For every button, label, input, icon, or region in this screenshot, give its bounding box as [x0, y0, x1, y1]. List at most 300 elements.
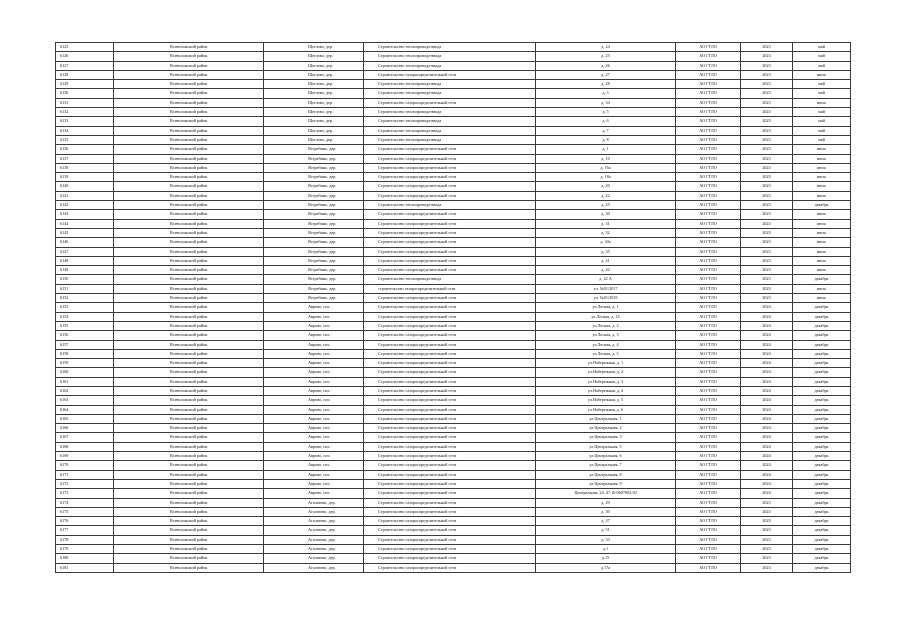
work-type-cell: Строительство теплопровода-ввода [364, 117, 536, 126]
table-body [56, 43, 851, 573]
row-number-cell: 6125 [56, 43, 114, 52]
settlement-cell: Аврово, пос. [264, 405, 364, 414]
month-cell: декабрь [793, 461, 851, 470]
organization-cell: АО ГТЛО [676, 479, 741, 488]
work-type-cell: Строительство газораспределительной сети [364, 191, 536, 200]
month-cell: июль [793, 219, 851, 228]
settlement-cell: Щеглово, дер. [264, 70, 364, 79]
district-cell: Всеволожский район [114, 563, 264, 572]
settlement-cell: Агалатово, дер. [264, 563, 364, 572]
work-type-cell: Строительство газораспределительной сети [364, 433, 536, 442]
row-number-cell: 6178 [56, 535, 114, 544]
month-cell: июль [793, 266, 851, 275]
month-cell: май [793, 61, 851, 70]
organization-cell: АО ГТЛО [676, 154, 741, 163]
work-type-cell: Строительство теплопровода-ввода [364, 52, 536, 61]
year-cell: 2024 [741, 321, 793, 330]
work-type-cell: Строительство теплопровода-ввода [364, 126, 536, 135]
settlement-cell: Аврово, пос. [264, 470, 364, 479]
month-cell: декабрь [793, 526, 851, 535]
organization-cell: АО ГТЛО [676, 554, 741, 563]
year-cell: 2023 [741, 256, 793, 265]
organization-cell: АО ГТЛО [676, 368, 741, 377]
work-type-cell: Строительство газораспределительной сети [364, 238, 536, 247]
table-row [56, 442, 851, 451]
settlement-cell: Агалатово, дер. [264, 526, 364, 535]
work-type-cell: Строительство газораспределительной сети [364, 359, 536, 368]
month-cell: декабрь [793, 201, 851, 210]
year-cell: 2023 [741, 135, 793, 144]
organization-cell: АО ГТЛО [676, 61, 741, 70]
work-type-cell: Строительство газораспределительной сети [364, 517, 536, 526]
district-cell: Всеволожский район [114, 396, 264, 405]
year-cell: 2023 [741, 173, 793, 182]
month-cell: июль [793, 238, 851, 247]
month-cell: декабрь [793, 368, 851, 377]
row-number-cell: 6149 [56, 266, 114, 275]
district-cell: Всеволожский район [114, 331, 264, 340]
settlement-cell: Агалатово, дер. [264, 498, 364, 507]
work-type-cell: Строительство газораспределительной сети [364, 452, 536, 461]
row-number-cell: 6166 [56, 424, 114, 433]
row-number-cell: 6161 [56, 377, 114, 386]
settlement-cell: Ястребино, дер. [264, 247, 364, 256]
month-cell: декабрь [793, 489, 851, 498]
row-number-cell: 6139 [56, 173, 114, 182]
work-type-cell: Строительство теплопровода-ввода [364, 43, 536, 52]
settlement-cell: Щеглово, дер. [264, 98, 364, 107]
work-type-cell: Строительство теплопровода-ввода [364, 135, 536, 144]
year-cell: 2024 [741, 424, 793, 433]
organization-cell: АО ГТЛО [676, 43, 741, 52]
address-cell: д. 29 [536, 498, 676, 507]
year-cell: 2023 [741, 52, 793, 61]
month-cell: декабрь [793, 442, 851, 451]
work-type-cell: Строительство газораспределительной сети [364, 98, 536, 107]
table-row [56, 219, 851, 228]
year-cell: 2024 [741, 433, 793, 442]
year-cell: 2023 [741, 43, 793, 52]
work-type-cell: Строительство газораспределительной сети [364, 312, 536, 321]
month-cell: май [793, 52, 851, 61]
address-cell: ул.Центральная, 1 [536, 414, 676, 423]
district-cell: Всеволожский район [114, 43, 264, 52]
organization-cell: АО ГТЛО [676, 386, 741, 395]
row-number-cell: 6138 [56, 163, 114, 172]
work-type-cell: Строительство газораспределительной сети [364, 526, 536, 535]
row-number-cell: 6135 [56, 135, 114, 144]
row-number-cell: 6147 [56, 247, 114, 256]
table-row [56, 489, 851, 498]
address-cell: ул.Центральная, 8 [536, 470, 676, 479]
address-cell: уч. №01/2019 [536, 294, 676, 303]
row-number-cell: 6134 [56, 126, 114, 135]
settlement-cell: Ястребино, дер. [264, 294, 364, 303]
month-cell: май [793, 117, 851, 126]
table-row [56, 526, 851, 535]
district-cell: Всеволожский район [114, 517, 264, 526]
address-cell: д.15 [536, 554, 676, 563]
table-row [56, 535, 851, 544]
organization-cell: АО ГТЛО [676, 284, 741, 293]
organization-cell: АО ГТЛО [676, 275, 741, 284]
work-type-cell: Строительство газораспределительной сети [364, 554, 536, 563]
row-number-cell: 6145 [56, 228, 114, 237]
district-cell: Всеволожский район [114, 545, 264, 554]
address-cell: ул.Набережная, д. 4 [536, 386, 676, 395]
table-row [56, 554, 851, 563]
address-cell: д. 28 [536, 80, 676, 89]
month-cell: июль [793, 191, 851, 200]
organization-cell: АО ГТЛО [676, 489, 741, 498]
address-cell: д. 7 [536, 126, 676, 135]
table-row [56, 256, 851, 265]
address-cell: д. 6 [536, 117, 676, 126]
address-cell: д. 32 [536, 228, 676, 237]
organization-cell: АО ГТЛО [676, 294, 741, 303]
organization-cell: АО ГТЛО [676, 405, 741, 414]
settlement-cell: Аврово, пос. [264, 461, 364, 470]
table-row [56, 461, 851, 470]
row-number-cell: 6133 [56, 117, 114, 126]
settlement-cell: Ястребино, дер. [264, 191, 364, 200]
organization-cell: АО ГТЛО [676, 377, 741, 386]
district-cell: Всеволожский район [114, 70, 264, 79]
work-type-cell: Строительство газораспределительной сети [364, 535, 536, 544]
district-cell: Всеволожский район [114, 145, 264, 154]
table-row [56, 145, 851, 154]
organization-cell: АО ГТЛО [676, 312, 741, 321]
work-type-cell: Строительство газораспределительной сети [364, 331, 536, 340]
month-cell: декабрь [793, 331, 851, 340]
settlement-cell: Аврово, пос. [264, 489, 364, 498]
table-row [56, 359, 851, 368]
work-type-cell: Строительство газораспределительной сети [364, 498, 536, 507]
row-number-cell: 6173 [56, 489, 114, 498]
settlement-cell: Аврово, пос. [264, 433, 364, 442]
district-cell: Всеволожский район [114, 340, 264, 349]
district-cell: Всеволожский район [114, 247, 264, 256]
settlement-cell: Ястребино, дер. [264, 219, 364, 228]
organization-cell: АО ГТЛО [676, 256, 741, 265]
work-type-cell: Строительство газораспределительной сети [364, 545, 536, 554]
year-cell: 2024 [741, 452, 793, 461]
year-cell: 2024 [741, 461, 793, 470]
address-cell: ул.Набережная, д. 5 [536, 396, 676, 405]
work-type-cell: Строительство газораспределительной сети [364, 228, 536, 237]
year-cell: 2023 [741, 117, 793, 126]
work-type-cell: Строительство газораспределительной сети [364, 414, 536, 423]
month-cell: декабрь [793, 312, 851, 321]
row-number-cell: 6174 [56, 498, 114, 507]
table-row [56, 173, 851, 182]
year-cell: 2024 [741, 470, 793, 479]
table-row [56, 563, 851, 572]
settlement-cell: Ястребино, дер. [264, 266, 364, 275]
month-cell: июль [793, 284, 851, 293]
work-type-cell: Строительство газораспределительной сети [364, 210, 536, 219]
work-type-cell: Строительство теплопровода-ввода [364, 275, 536, 284]
row-number-cell: 6154 [56, 312, 114, 321]
month-cell: июль [793, 145, 851, 154]
district-cell: Всеволожский район [114, 154, 264, 163]
district-cell: Всеволожский район [114, 386, 264, 395]
settlement-cell: Ястребино, дер. [264, 145, 364, 154]
district-cell: Всеволожский район [114, 210, 264, 219]
table-row [56, 479, 851, 488]
table-row [56, 284, 851, 293]
month-cell: декабрь [793, 340, 851, 349]
district-cell: Всеволожский район [114, 461, 264, 470]
month-cell: декабрь [793, 303, 851, 312]
work-type-cell: Строительство газораспределительной сети [364, 219, 536, 228]
organization-cell: АО ГТЛО [676, 498, 741, 507]
district-cell: Всеволожский район [114, 479, 264, 488]
organization-cell: АО ГТЛО [676, 201, 741, 210]
district-cell: Всеволожский район [114, 61, 264, 70]
address-cell: ул.Лесная, д. 2 [536, 321, 676, 330]
address-cell: ул.Центральная, 3 [536, 433, 676, 442]
table-row [56, 228, 851, 237]
row-number-cell: 6179 [56, 545, 114, 554]
work-type-cell: строительство газораспределительной сети [364, 284, 536, 293]
district-cell: Всеволожский район [114, 256, 264, 265]
district-cell: Всеволожский район [114, 452, 264, 461]
table-row [56, 98, 851, 107]
settlement-cell: Ястребино, дер. [264, 228, 364, 237]
year-cell: 2023 [741, 80, 793, 89]
work-type-cell: Строительство газораспределительной сети [364, 70, 536, 79]
month-cell: май [793, 43, 851, 52]
organization-cell: АО ГТЛО [676, 433, 741, 442]
address-cell: д. 22 [536, 191, 676, 200]
table-row [56, 210, 851, 219]
row-number-cell: 6132 [56, 108, 114, 117]
organization-cell: АО ГТЛО [676, 321, 741, 330]
organization-cell: АО ГТЛО [676, 80, 741, 89]
address-cell: д.1 [536, 545, 676, 554]
district-cell: Всеволожский район [114, 414, 264, 423]
row-number-cell: 6127 [56, 61, 114, 70]
settlement-cell: Агалатово, дер. [264, 517, 364, 526]
district-cell: Всеволожский район [114, 377, 264, 386]
work-type-cell: Строительство теплопровода-ввода [364, 108, 536, 117]
settlement-cell: Щеглово, дер. [264, 126, 364, 135]
address-cell: д. 20 [536, 182, 676, 191]
year-cell: 2024 [741, 386, 793, 395]
table-row [56, 238, 851, 247]
settlement-cell: Ястребино, дер. [264, 173, 364, 182]
settlement-cell: Аврово, пос. [264, 312, 364, 321]
work-type-cell: Строительство газораспределительной сети [364, 396, 536, 405]
work-type-cell: Строительство газораспределительной сети [364, 154, 536, 163]
table-row [56, 80, 851, 89]
year-cell: 2024 [741, 340, 793, 349]
year-cell: 2024 [741, 442, 793, 451]
month-cell: декабрь [793, 349, 851, 358]
district-cell: Всеволожский район [114, 89, 264, 98]
row-number-cell: 6146 [56, 238, 114, 247]
month-cell: декабрь [793, 563, 851, 572]
work-type-cell: Строительство газораспределительной сети [364, 303, 536, 312]
row-number-cell: 6177 [56, 526, 114, 535]
district-cell: Всеволожский район [114, 238, 264, 247]
year-cell: 2024 [741, 377, 793, 386]
settlement-cell: Аврово, пос. [264, 442, 364, 451]
district-cell: Всеволожский район [114, 284, 264, 293]
table-row [56, 126, 851, 135]
work-type-cell: Строительство газораспределительной сети [364, 182, 536, 191]
address-cell: ул.Лесная, д. 14 [536, 312, 676, 321]
schedule-sheet [55, 42, 851, 573]
row-number-cell: 6148 [56, 256, 114, 265]
address-cell: д. 18а [536, 173, 676, 182]
table-row [56, 507, 851, 516]
row-number-cell: 6162 [56, 386, 114, 395]
month-cell: декабрь [793, 554, 851, 563]
row-number-cell: 6165 [56, 414, 114, 423]
month-cell: май [793, 80, 851, 89]
table-row [56, 433, 851, 442]
year-cell: 2023 [741, 535, 793, 544]
year-cell: 2023 [741, 526, 793, 535]
organization-cell: АО ГТЛО [676, 98, 741, 107]
row-number-cell: 6129 [56, 80, 114, 89]
year-cell: 2024 [741, 479, 793, 488]
month-cell: декабрь [793, 498, 851, 507]
row-number-cell: 6159 [56, 359, 114, 368]
settlement-cell: Аврово, пос. [264, 340, 364, 349]
table-row [56, 70, 851, 79]
organization-cell: АО ГТЛО [676, 507, 741, 516]
organization-cell: АО ГТЛО [676, 191, 741, 200]
row-number-cell: 6131 [56, 98, 114, 107]
month-cell: июль [793, 294, 851, 303]
year-cell: 2023 [741, 182, 793, 191]
year-cell: 2023 [741, 201, 793, 210]
work-type-cell: Строительство газораспределительной сети [364, 442, 536, 451]
month-cell: декабрь [793, 405, 851, 414]
row-number-cell: 6153 [56, 303, 114, 312]
month-cell: декабрь [793, 396, 851, 405]
month-cell: декабрь [793, 386, 851, 395]
row-number-cell: 6137 [56, 154, 114, 163]
organization-cell: АО ГТЛО [676, 163, 741, 172]
year-cell: 2023 [741, 191, 793, 200]
organization-cell: АО ГТЛО [676, 210, 741, 219]
settlement-cell: Ястребино, дер. [264, 284, 364, 293]
settlement-cell: Ястребино, дер. [264, 210, 364, 219]
year-cell: 2024 [741, 405, 793, 414]
district-cell: Всеволожский район [114, 275, 264, 284]
table-row [56, 424, 851, 433]
organization-cell: АО ГТЛО [676, 396, 741, 405]
work-type-cell: Строительство газораспределительной сети [364, 424, 536, 433]
table-row [56, 349, 851, 358]
address-cell: д. 5 [536, 108, 676, 117]
district-cell: Всеволожский район [114, 405, 264, 414]
year-cell: 2023 [741, 98, 793, 107]
district-cell: Всеволожский район [114, 182, 264, 191]
organization-cell: АО ГТЛО [676, 563, 741, 572]
table-row [56, 312, 851, 321]
work-type-cell: Строительство теплопровода-ввода [364, 80, 536, 89]
address-cell: д. 51 [536, 526, 676, 535]
settlement-cell: Аврово, пос. [264, 414, 364, 423]
settlement-cell: Аврово, пос. [264, 359, 364, 368]
organization-cell: АО ГТЛО [676, 145, 741, 154]
settlement-cell: Щеглово, дер. [264, 108, 364, 117]
month-cell: июль [793, 182, 851, 191]
month-cell: декабрь [793, 433, 851, 442]
settlement-cell: Аврово, пос. [264, 396, 364, 405]
work-type-cell: Строительство газораспределительной сети [364, 470, 536, 479]
work-type-cell: Строительство газораспределительной сети [364, 368, 536, 377]
address-cell: ул.Набережная, д. 2 [536, 368, 676, 377]
district-cell: Всеволожский район [114, 219, 264, 228]
table-row [56, 321, 851, 330]
address-cell: ул.Набережная, д. 1 [536, 359, 676, 368]
month-cell: декабрь [793, 545, 851, 554]
organization-cell: АО ГТЛО [676, 331, 741, 340]
row-number-cell: 6130 [56, 89, 114, 98]
district-cell: Всеволожский район [114, 433, 264, 442]
district-cell: Всеволожский район [114, 117, 264, 126]
district-cell: Всеволожский район [114, 535, 264, 544]
address-cell: д. 41 [536, 256, 676, 265]
organization-cell: АО ГТЛО [676, 89, 741, 98]
address-cell: д. 10 [536, 154, 676, 163]
settlement-cell: Ястребино, дер. [264, 154, 364, 163]
month-cell: июль [793, 210, 851, 219]
district-cell: Всеволожский район [114, 424, 264, 433]
district-cell: Всеволожский район [114, 554, 264, 563]
settlement-cell: Аврово, пос. [264, 377, 364, 386]
organization-cell: АО ГТЛО [676, 303, 741, 312]
settlement-cell: Щеглово, дер. [264, 61, 364, 70]
address-cell: д. 25 [536, 52, 676, 61]
work-type-cell: Строительство газораспределительной сети [364, 479, 536, 488]
month-cell: июль [793, 70, 851, 79]
district-cell: Всеволожский район [114, 526, 264, 535]
row-number-cell: 6142 [56, 201, 114, 210]
settlement-cell: Аврово, пос. [264, 321, 364, 330]
table-row [56, 108, 851, 117]
month-cell: июль [793, 247, 851, 256]
address-cell: д. 8 [536, 135, 676, 144]
organization-cell: АО ГТЛО [676, 266, 741, 275]
table-row [56, 201, 851, 210]
month-cell: июль [793, 154, 851, 163]
settlement-cell: Аврово, пос. [264, 331, 364, 340]
organization-cell: АО ГТЛО [676, 517, 741, 526]
work-type-cell: Строительство теплопровода-ввода [364, 89, 536, 98]
organization-cell: АО ГТЛО [676, 545, 741, 554]
address-cell: д. 26 [536, 61, 676, 70]
work-type-cell: Строительство газораспределительной сети [364, 145, 536, 154]
table-row [56, 247, 851, 256]
settlement-cell: Агалатово, дер. [264, 545, 364, 554]
month-cell: декабрь [793, 377, 851, 386]
address-cell: д. 16а [536, 163, 676, 172]
settlement-cell: Аврово, пос. [264, 386, 364, 395]
address-cell: д. 35 [536, 247, 676, 256]
row-number-cell: 6155 [56, 321, 114, 330]
month-cell: июль [793, 98, 851, 107]
work-type-cell: Строительство газораспределительной сети [364, 489, 536, 498]
organization-cell: АО ГТЛО [676, 182, 741, 191]
address-cell: д. 31 [536, 219, 676, 228]
